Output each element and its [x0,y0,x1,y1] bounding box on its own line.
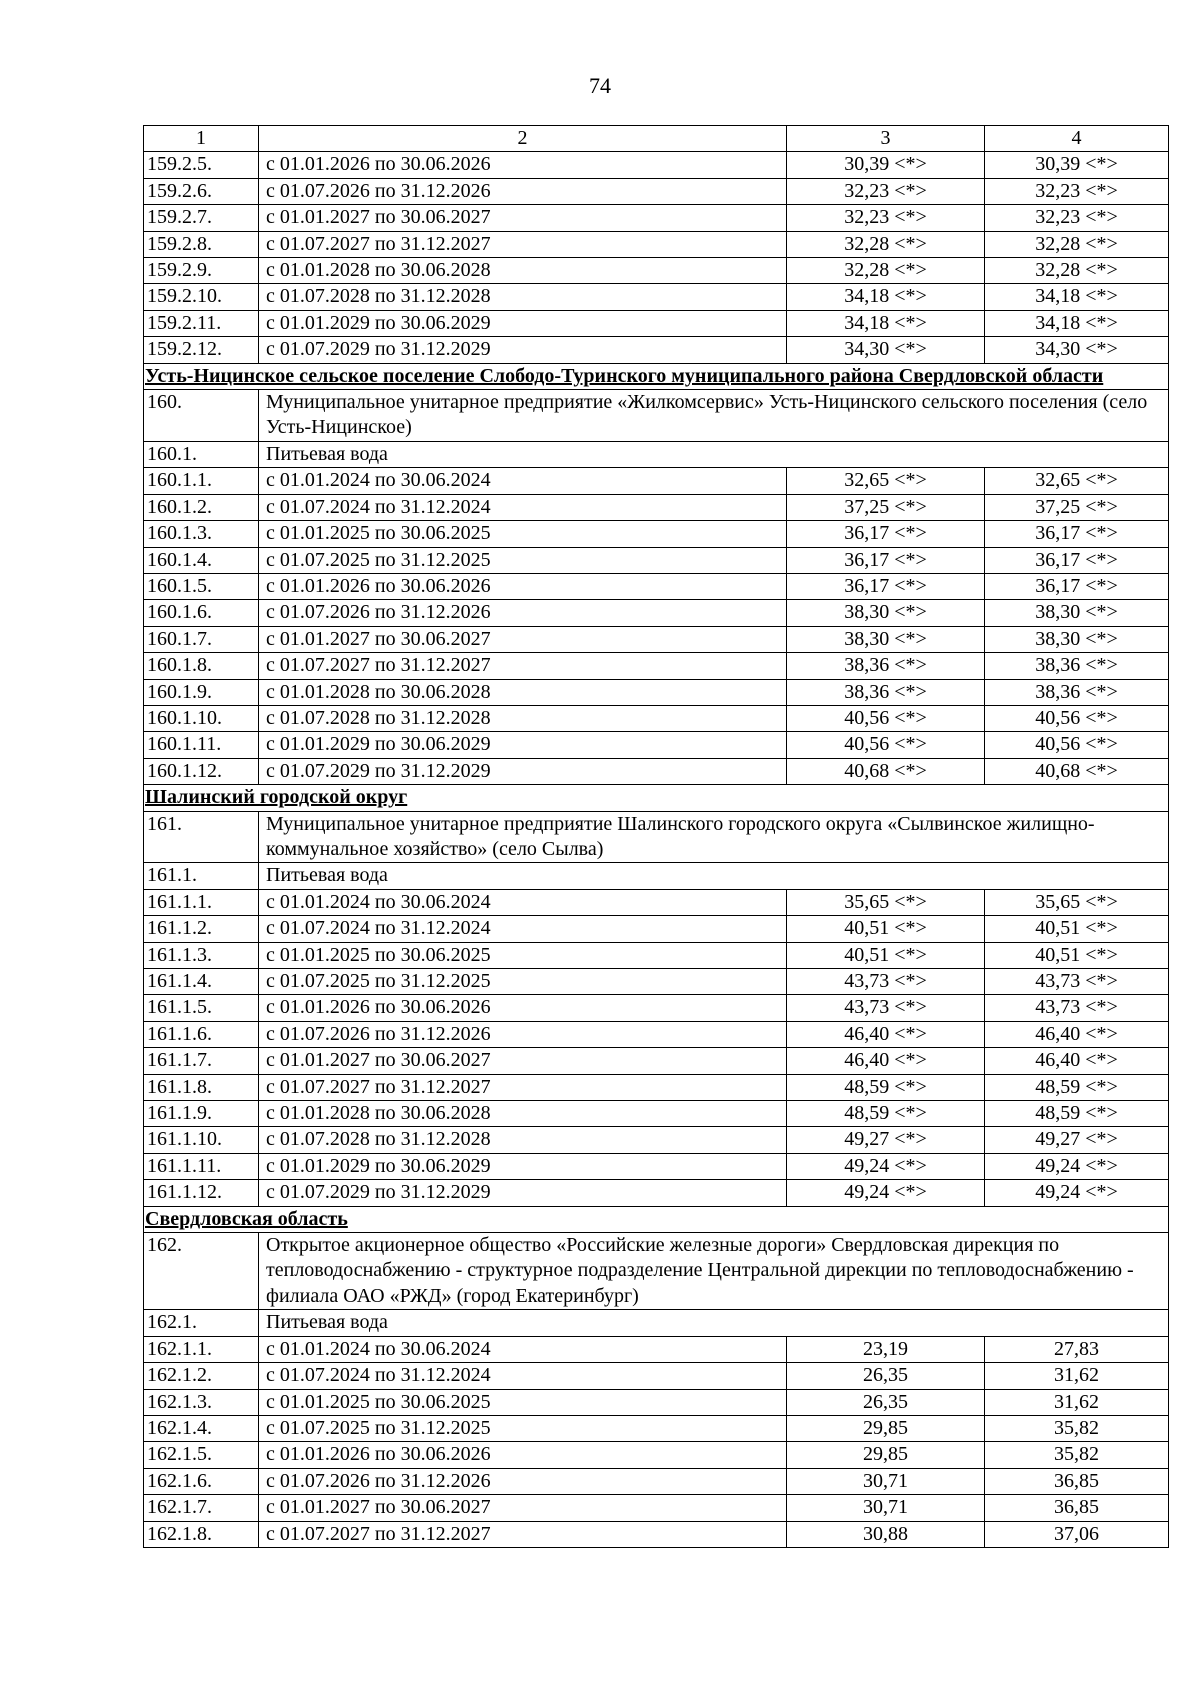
row-value-col4: 32,23 <*> [985,178,1169,204]
section-heading-row [144,363,1169,389]
row-value-col3: 40,51 <*> [787,916,985,942]
row-number: 161.1.10. [144,1127,259,1153]
row-value-col4: 34,30 <*> [985,337,1169,363]
row-value-col4: 46,40 <*> [985,1021,1169,1047]
organization-row [144,390,1169,442]
table-row [144,231,1169,257]
row-number: 162.1. [144,1310,259,1336]
row-value-col4: 35,82 [985,1442,1169,1468]
row-value-col4: 36,17 <*> [985,573,1169,599]
table-row [144,1048,1169,1074]
table-row [144,679,1169,705]
page-number: 74 [589,73,611,98]
row-value-col4: 40,51 <*> [985,916,1169,942]
row-value-col4: 36,85 [985,1468,1169,1494]
row-period: с 01.07.2026 по 31.12.2026 [259,1021,787,1047]
row-number: 160.1.4. [144,547,259,573]
row-number: 161.1.3. [144,942,259,968]
row-value-col4: 46,40 <*> [985,1048,1169,1074]
row-value-col4: 31,62 [985,1363,1169,1389]
row-value-col3: 40,51 <*> [787,942,985,968]
row-value-col3: 35,65 <*> [787,889,985,915]
row-period: с 01.07.2026 по 31.12.2026 [259,1468,787,1494]
row-value-col3: 40,56 <*> [787,732,985,758]
row-value-col3: 26,35 [787,1363,985,1389]
table-row [144,310,1169,336]
tariff-table-body [144,126,1169,1548]
resource-row [144,1310,1169,1336]
row-value-col4: 49,24 <*> [985,1153,1169,1179]
row-period: с 01.07.2027 по 31.12.2027 [259,231,787,257]
table-row [144,942,1169,968]
row-value-col4: 32,23 <*> [985,205,1169,231]
row-value-col4: 36,17 <*> [985,547,1169,573]
column-number-header-row [144,126,1169,152]
row-value-col4: 36,85 [985,1495,1169,1521]
row-number: 160.1.10. [144,705,259,731]
row-value-col3: 30,39 <*> [787,152,985,178]
row-value-col3: 26,35 [787,1389,985,1415]
row-value-col4: 48,59 <*> [985,1101,1169,1127]
row-number: 160.1.12. [144,758,259,784]
row-value-col3: 34,30 <*> [787,337,985,363]
row-value-col3: 40,56 <*> [787,705,985,731]
row-value-col4: 48,59 <*> [985,1074,1169,1100]
row-number: 160. [144,390,259,442]
row-period: с 01.01.2026 по 30.06.2026 [259,152,787,178]
row-number: 162.1.4. [144,1415,259,1441]
row-value-col3: 29,85 [787,1442,985,1468]
row-value-col4: 34,18 <*> [985,284,1169,310]
row-value-col3: 46,40 <*> [787,1021,985,1047]
organization-name: Муниципальное унитарное предприятие «Жилкомсервис» Усть-Ницинского сельского поселения (село Усть-Ницинское) [259,390,1169,442]
row-period: с 01.07.2029 по 31.12.2029 [259,758,787,784]
row-value-col3: 38,36 <*> [787,653,985,679]
row-period: с 01.07.2028 по 31.12.2028 [259,284,787,310]
table-row [144,916,1169,942]
table-row [144,1363,1169,1389]
row-period: с 01.07.2026 по 31.12.2026 [259,600,787,626]
row-number: 161.1.4. [144,969,259,995]
row-number: 160.1.5. [144,573,259,599]
row-period: с 01.01.2025 по 30.06.2025 [259,521,787,547]
row-period: с 01.07.2024 по 31.12.2024 [259,916,787,942]
row-period: с 01.07.2026 по 31.12.2026 [259,178,787,204]
row-number: 159.2.6. [144,178,259,204]
row-value-col3: 32,23 <*> [787,205,985,231]
row-value-col4: 37,25 <*> [985,494,1169,520]
row-value-col3: 43,73 <*> [787,969,985,995]
row-number: 160.1.9. [144,679,259,705]
row-value-col3: 49,27 <*> [787,1127,985,1153]
section-heading: Шалинский городской округ [144,785,1169,811]
row-value-col3: 30,71 [787,1468,985,1494]
row-number: 159.2.9. [144,258,259,284]
row-value-col3: 36,17 <*> [787,521,985,547]
row-number: 160.1.8. [144,653,259,679]
row-period: с 01.01.2024 по 30.06.2024 [259,1336,787,1362]
table-row [144,653,1169,679]
row-value-col3: 30,88 [787,1521,985,1547]
row-period: с 01.01.2029 по 30.06.2029 [259,732,787,758]
table-row [144,258,1169,284]
table-row [144,705,1169,731]
row-value-col3: 48,59 <*> [787,1101,985,1127]
row-value-col3: 49,24 <*> [787,1153,985,1179]
row-period: с 01.07.2029 по 31.12.2029 [259,337,787,363]
organization-row [144,811,1169,863]
row-number: 160.1.6. [144,600,259,626]
row-value-col4: 40,56 <*> [985,732,1169,758]
row-period: с 01.01.2026 по 30.06.2026 [259,995,787,1021]
row-number: 161. [144,811,259,863]
table-row [144,1468,1169,1494]
row-value-col4: 32,28 <*> [985,231,1169,257]
row-number: 161.1.8. [144,1074,259,1100]
row-number: 160.1.3. [144,521,259,547]
row-value-col3: 30,71 [787,1495,985,1521]
row-number: 161.1.11. [144,1153,259,1179]
row-number: 162.1.6. [144,1468,259,1494]
table-row [144,995,1169,1021]
table-row [144,758,1169,784]
row-number: 160.1.7. [144,626,259,652]
row-value-col3: 34,18 <*> [787,310,985,336]
table-row [144,1153,1169,1179]
row-number: 159.2.11. [144,310,259,336]
table-row [144,600,1169,626]
table-row [144,1415,1169,1441]
row-period: с 01.07.2029 по 31.12.2029 [259,1180,787,1206]
row-value-col3: 38,36 <*> [787,679,985,705]
resource-name: Питьевая вода [259,863,1169,889]
row-period: с 01.07.2025 по 31.12.2025 [259,547,787,573]
row-period: с 01.01.2025 по 30.06.2025 [259,1389,787,1415]
section-heading-row [144,1206,1169,1232]
row-value-col3: 46,40 <*> [787,1048,985,1074]
table-row [144,1074,1169,1100]
table-row [144,1389,1169,1415]
row-period: с 01.07.2024 по 31.12.2024 [259,1363,787,1389]
row-period: с 01.07.2027 по 31.12.2027 [259,653,787,679]
row-value-col3: 23,19 [787,1336,985,1362]
table-row [144,468,1169,494]
table-row [144,1101,1169,1127]
row-value-col3: 49,24 <*> [787,1180,985,1206]
row-number: 161.1.2. [144,916,259,942]
row-number: 161.1.7. [144,1048,259,1074]
row-period: с 01.07.2025 по 31.12.2025 [259,969,787,995]
row-value-col4: 30,39 <*> [985,152,1169,178]
row-value-col3: 38,30 <*> [787,626,985,652]
row-period: с 01.01.2026 по 30.06.2026 [259,573,787,599]
table-row [144,1180,1169,1206]
row-number: 162.1.3. [144,1389,259,1415]
row-number: 160.1.2. [144,494,259,520]
column-header-3: 3 [787,126,985,152]
row-number: 162. [144,1233,259,1310]
row-number: 162.1.7. [144,1495,259,1521]
row-period: с 01.07.2024 по 31.12.2024 [259,494,787,520]
section-heading: Усть-Ницинское сельское поселение Слободо-Туринского муниципального района Свердловской области [144,363,1169,389]
row-period: с 01.01.2027 по 30.06.2027 [259,626,787,652]
table-row [144,547,1169,573]
row-period: с 01.01.2027 по 30.06.2027 [259,1048,787,1074]
row-number: 161.1.12. [144,1180,259,1206]
row-value-col3: 36,17 <*> [787,573,985,599]
organization-row [144,1233,1169,1310]
row-number: 160.1.11. [144,732,259,758]
row-period: с 01.01.2026 по 30.06.2026 [259,1442,787,1468]
table-row [144,889,1169,915]
row-value-col3: 32,65 <*> [787,468,985,494]
row-number: 161.1.1. [144,889,259,915]
row-value-col4: 38,30 <*> [985,626,1169,652]
row-number: 159.2.5. [144,152,259,178]
row-number: 161.1.5. [144,995,259,1021]
organization-name: Муниципальное унитарное предприятие Шалинского городского округа «Сылвинское жилищно-коммунальное хозяйство» (село Сылва) [259,811,1169,863]
table-row [144,337,1169,363]
row-value-col4: 35,82 [985,1415,1169,1441]
row-period: с 01.01.2027 по 30.06.2027 [259,1495,787,1521]
row-period: с 01.07.2028 по 31.12.2028 [259,1127,787,1153]
row-value-col4: 38,30 <*> [985,600,1169,626]
row-value-col3: 38,30 <*> [787,600,985,626]
row-period: с 01.01.2028 по 30.06.2028 [259,1101,787,1127]
row-value-col4: 38,36 <*> [985,679,1169,705]
row-value-col4: 43,73 <*> [985,995,1169,1021]
column-header-4: 4 [985,126,1169,152]
row-number: 159.2.8. [144,231,259,257]
resource-row [144,441,1169,467]
row-value-col3: 32,28 <*> [787,231,985,257]
table-row [144,1021,1169,1047]
row-period: с 01.01.2027 по 30.06.2027 [259,205,787,231]
row-number: 162.1.8. [144,1521,259,1547]
resource-name: Питьевая вода [259,441,1169,467]
row-number: 161.1. [144,863,259,889]
row-value-col4: 34,18 <*> [985,310,1169,336]
row-value-col3: 32,23 <*> [787,178,985,204]
table-row [144,1495,1169,1521]
row-value-col4: 32,65 <*> [985,468,1169,494]
row-period: с 01.07.2027 по 31.12.2027 [259,1074,787,1100]
table-row [144,205,1169,231]
row-number: 160.1.1. [144,468,259,494]
table-row [144,178,1169,204]
row-value-col4: 40,56 <*> [985,705,1169,731]
row-number: 159.2.10. [144,284,259,310]
row-value-col3: 40,68 <*> [787,758,985,784]
row-value-col4: 49,27 <*> [985,1127,1169,1153]
organization-name: Открытое акционерное общество «Российские железные дороги» Свердловская дирекция по тепловодоснабжению - структурное подразделение Центральной дирекции по тепловодоснабжению - филиала ОАО «РЖД» (город Екатеринбург) [259,1233,1169,1310]
row-value-col4: 40,68 <*> [985,758,1169,784]
row-value-col3: 37,25 <*> [787,494,985,520]
table-row [144,1521,1169,1547]
row-period: с 01.01.2029 по 30.06.2029 [259,310,787,336]
table-row [144,152,1169,178]
row-period: с 01.01.2025 по 30.06.2025 [259,942,787,968]
row-value-col3: 34,18 <*> [787,284,985,310]
row-value-col3: 43,73 <*> [787,995,985,1021]
row-period: с 01.01.2024 по 30.06.2024 [259,889,787,915]
row-number: 159.2.12. [144,337,259,363]
row-value-col3: 36,17 <*> [787,547,985,573]
row-value-col4: 40,51 <*> [985,942,1169,968]
row-value-col4: 37,06 [985,1521,1169,1547]
row-value-col4: 49,24 <*> [985,1180,1169,1206]
row-value-col3: 29,85 [787,1415,985,1441]
section-heading: Свердловская область [144,1206,1169,1232]
table-row [144,626,1169,652]
column-header-1: 1 [144,126,259,152]
row-period: с 01.01.2024 по 30.06.2024 [259,468,787,494]
row-period: с 01.07.2028 по 31.12.2028 [259,705,787,731]
row-value-col4: 27,83 [985,1336,1169,1362]
row-value-col4: 38,36 <*> [985,653,1169,679]
row-value-col4: 36,17 <*> [985,521,1169,547]
table-row [144,732,1169,758]
row-period: с 01.01.2028 по 30.06.2028 [259,679,787,705]
row-period: с 01.01.2029 по 30.06.2029 [259,1153,787,1179]
resource-row [144,863,1169,889]
row-period: с 01.01.2028 по 30.06.2028 [259,258,787,284]
table-row [144,1442,1169,1468]
table-row [144,969,1169,995]
row-number: 159.2.7. [144,205,259,231]
tariff-table [143,125,1169,1548]
column-header-2: 2 [259,126,787,152]
row-period: с 01.07.2027 по 31.12.2027 [259,1521,787,1547]
row-value-col3: 48,59 <*> [787,1074,985,1100]
row-value-col4: 32,28 <*> [985,258,1169,284]
table-row [144,1336,1169,1362]
resource-name: Питьевая вода [259,1310,1169,1336]
row-number: 162.1.5. [144,1442,259,1468]
table-row [144,521,1169,547]
table-row [144,494,1169,520]
row-value-col4: 35,65 <*> [985,889,1169,915]
row-number: 160.1. [144,441,259,467]
table-row [144,1127,1169,1153]
section-heading-row [144,785,1169,811]
row-value-col3: 32,28 <*> [787,258,985,284]
table-row [144,573,1169,599]
row-period: с 01.07.2025 по 31.12.2025 [259,1415,787,1441]
table-row [144,284,1169,310]
row-number: 161.1.9. [144,1101,259,1127]
row-value-col4: 43,73 <*> [985,969,1169,995]
row-number: 162.1.2. [144,1363,259,1389]
row-value-col4: 31,62 [985,1389,1169,1415]
row-number: 162.1.1. [144,1336,259,1362]
row-number: 161.1.6. [144,1021,259,1047]
